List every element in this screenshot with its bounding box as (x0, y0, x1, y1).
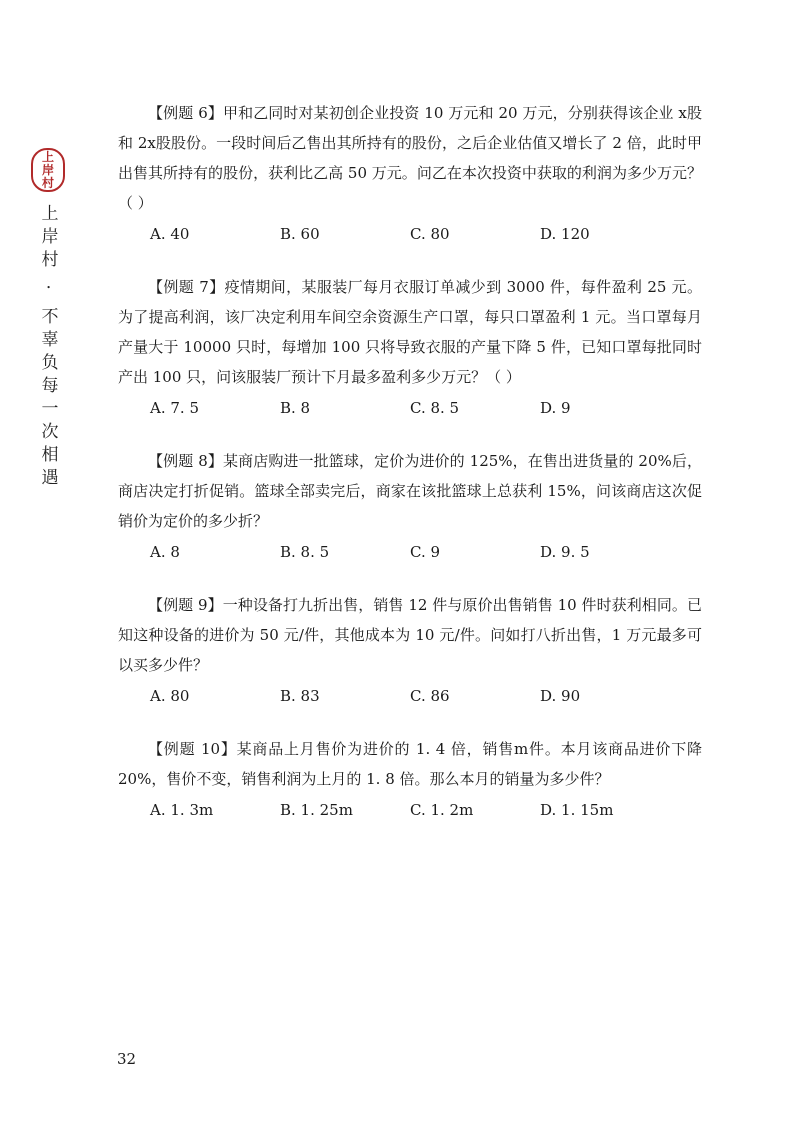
sidebar-slogan: 上岸村 · 不辜负每一次相遇 (37, 204, 58, 492)
question-10 (118, 734, 702, 824)
question-text: 【例题 8】某商店购进一批篮球，定价为进价的 125%，在售出进货量的 20%后，商店决定打折促销。篮球全部卖完后，商家在该批篮球上总获利 15%，问该商店这次促销价为定价的多少折？ (118, 452, 702, 530)
option-d: D. 9 (540, 399, 571, 417)
answer-options (118, 796, 702, 824)
option-a: A. 40 (150, 225, 190, 243)
option-c: C. 80 (410, 225, 450, 243)
side-branding (26, 148, 70, 491)
option-b: B. 83 (280, 687, 320, 705)
option-a: A. 1. 3m (150, 801, 214, 819)
option-c: C. 8. 5 (410, 399, 460, 417)
option-b: B. 60 (280, 225, 320, 243)
answer-options (118, 682, 702, 710)
question-text: 【例题 10】某商品上月售价为进价的 1. 4 倍，销售m件。本月该商品进价下降 20%，售价不变，销售利润为上月的 1. 8 倍。那么本月的销量为多少件？ (118, 740, 702, 788)
question-text: 【例题 9】一种设备打九折出售，销售 12 件与原价出售销售 10 件时获利相同。已知这种设备的进价为 50 元/件，其他成本为 10 元/件。问如打八折出售，1 万元最多可以买多少件？ (118, 596, 702, 674)
option-c: C. 1. 2m (410, 801, 474, 819)
seal-char: 村 (41, 175, 54, 190)
question-8 (118, 446, 702, 566)
option-a: A. 8 (150, 543, 180, 561)
question-9 (118, 590, 702, 710)
seal-char: 上 (41, 149, 54, 164)
option-d: D. 90 (540, 687, 581, 705)
option-c: C. 86 (410, 687, 450, 705)
page-content (118, 98, 702, 848)
option-d: D. 1. 15m (540, 801, 614, 819)
option-b: B. 8 (280, 399, 311, 417)
page-number: 32 (117, 1050, 137, 1068)
option-a: A. 7. 5 (150, 399, 199, 417)
option-b: B. 1. 25m (280, 801, 353, 819)
answer-options (118, 538, 702, 566)
question-text: 【例题 6】甲和乙同时对某初创企业投资 10 万元和 20 万元，分别获得该企业 x股和 2x股股份。一段时间后乙售出其所持有的股份，之后企业估值又增长了 2 倍，此时甲出售其所持有的股份，获利比乙高 50 万元。问乙在本次投资中获取的利润为多少万元？（ ） (118, 104, 702, 212)
option-d: D. 120 (540, 225, 590, 243)
question-text: 【例题 7】疫情期间，某服装厂每月衣服订单减少到 3000 件，每件盈利 25 元。为了提高利润，该厂决定利用车间空余资源生产口罩，每只口罩盈利 1 元。当口罩每月产量大于 10000 只时，每增加 100 只将导致衣服的产量下降 5 件，已知口罩每批同时产出 100 只，问该服装厂预计下月最多盈利多少万元？（ ） (118, 278, 702, 386)
option-c: C. 9 (410, 543, 441, 561)
answer-options (118, 220, 702, 248)
option-d: D. 9. 5 (540, 543, 590, 561)
question-6 (118, 98, 702, 248)
seal-char: 岸 (41, 162, 54, 177)
option-a: A. 80 (150, 687, 190, 705)
question-7 (118, 272, 702, 422)
answer-options (118, 394, 702, 422)
seal-logo (31, 148, 65, 192)
option-b: B. 8. 5 (280, 543, 330, 561)
